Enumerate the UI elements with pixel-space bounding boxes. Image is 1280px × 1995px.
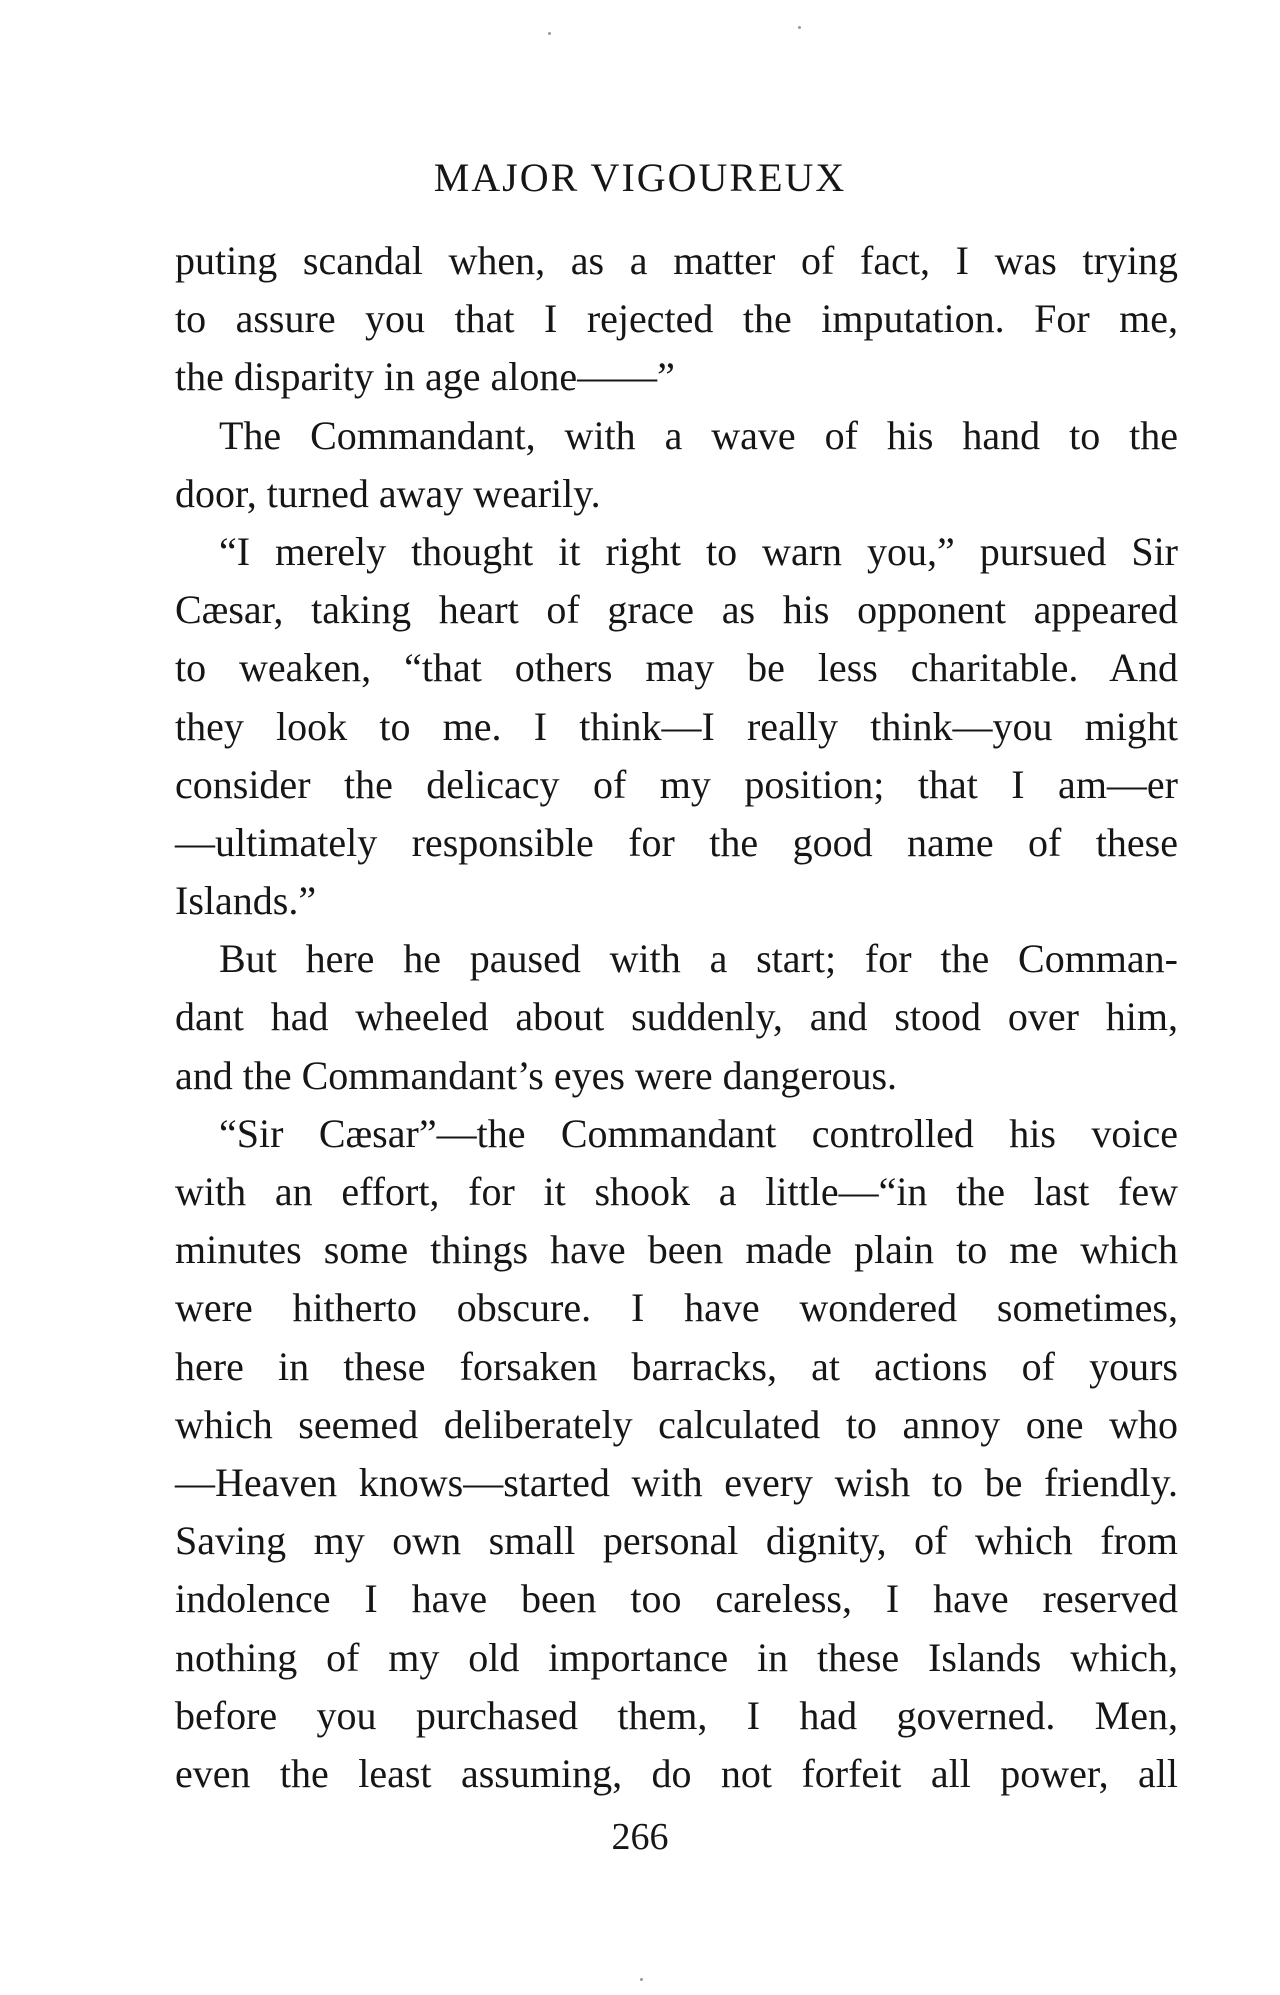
text-line: even the least assuming, do not forfeit all power, all (175, 1750, 1178, 1796)
text-line: Saving my own small personal dignity, of which from (175, 1518, 1178, 1564)
text-line: The Commandant, with a wave of his hand to the (219, 412, 1178, 458)
text-line: But here he paused with a start; for the Comman- (219, 936, 1178, 982)
running-title: MAJOR VIGOUREUX (433, 155, 847, 200)
body-text (175, 232, 1178, 1803)
text-line: indolence I have been too careless, I have reserved (175, 1576, 1178, 1622)
text-line: consider the delicacy of my position; that I am—er (175, 761, 1178, 807)
text-line: “I merely thought it right to warn you,” pursued Sir (219, 528, 1178, 574)
text-line: Islands.” (175, 878, 317, 924)
text-line: puting scandal when, as a matter of fact, I was trying (175, 238, 1178, 283)
text-line: —Heaven knows—started with every wish to be friendly. (175, 1459, 1178, 1505)
text-line: —ultimately responsible for the good name of these (175, 819, 1178, 865)
text-line: which seemed deliberately calculated to annoy one who (175, 1401, 1178, 1447)
page-number: 266 (611, 1816, 669, 1858)
text-line: and the Commandant’s eyes were dangerous. (175, 1052, 898, 1098)
text-line: door, turned away wearily. (175, 470, 601, 516)
text-line: nothing of my old importance in these Islands which, (175, 1634, 1178, 1680)
paper-speck (548, 32, 551, 35)
text-line: with an effort, for it shook a little—“in the last few (175, 1169, 1178, 1214)
text-line: “Sir Cæsar”—the Commandant controlled his voice (219, 1110, 1178, 1156)
text-line: here in these forsaken barracks, at actions of yours (175, 1343, 1178, 1389)
text-line: before you purchased them, I had governed. Men, (175, 1692, 1178, 1738)
text-line: Cæsar, taking heart of grace as his opponent appeared (175, 587, 1178, 633)
paper-speck (640, 1978, 643, 1981)
paper-speck (798, 26, 801, 29)
text-line: to weaken, “that others may be less charitable. And (175, 645, 1178, 691)
text-line: the disparity in age alone——” (175, 354, 675, 400)
text-line: they look to me. I think—I really think—you might (175, 703, 1178, 749)
text-line: were hitherto obscure. I have wondered sometimes, (175, 1285, 1178, 1331)
text-line: to assure you that I rejected the imputation. For me, (175, 296, 1178, 342)
text-line: minutes some things have been made plain to me which (175, 1227, 1178, 1273)
text-line: dant had wheeled about suddenly, and stood over him, (175, 994, 1178, 1040)
